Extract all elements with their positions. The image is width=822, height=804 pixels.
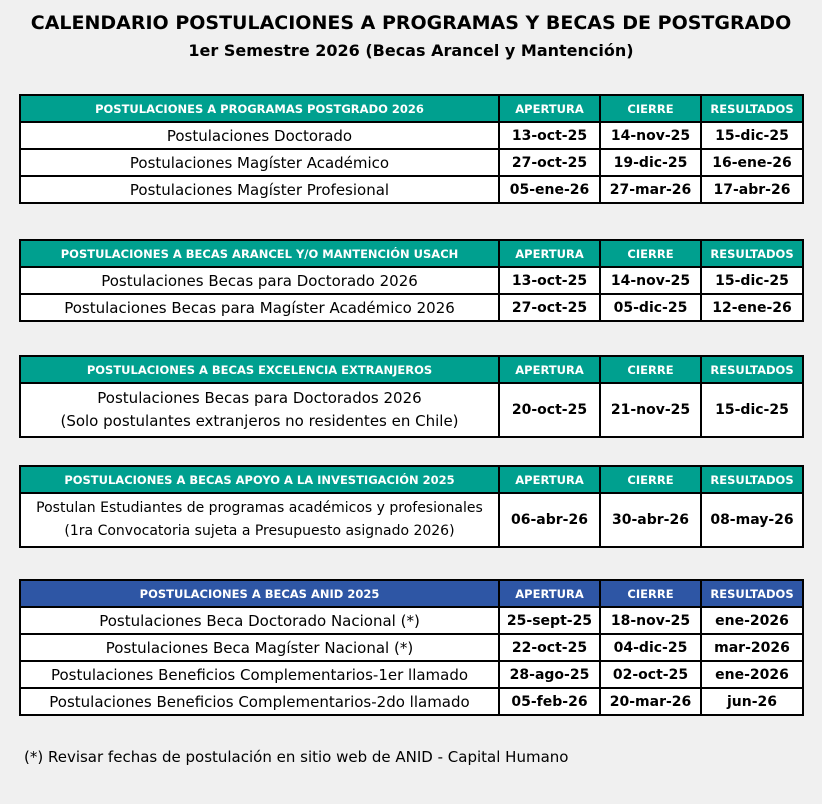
row-name-line1: Postulan Estudiantes de programas académicos y profesionales <box>36 500 483 516</box>
row-apertura: 28-ago-25 <box>499 661 600 688</box>
row-cierre: 21-nov-25 <box>600 383 701 437</box>
table-row <box>20 267 803 294</box>
row-resultados: 15-dic-25 <box>701 122 803 149</box>
header-cierre: CIERRE <box>600 466 701 493</box>
row-name: Postulaciones Beneficios Complementarios-1er llamado <box>20 661 499 688</box>
row-cierre: 27-mar-26 <box>600 176 701 203</box>
row-name <box>20 493 499 547</box>
row-name: Postulaciones Beca Doctorado Nacional (*) <box>20 607 499 634</box>
row-resultados: 15-dic-25 <box>701 383 803 437</box>
header-cierre: CIERRE <box>600 580 701 607</box>
table-row <box>20 122 803 149</box>
header-apertura: APERTURA <box>499 95 600 122</box>
row-resultados: mar-2026 <box>701 634 803 661</box>
table-header-row <box>20 240 803 267</box>
row-name: Postulaciones Magíster Profesional <box>20 176 499 203</box>
table-programas-postgrado <box>19 94 804 204</box>
row-apertura: 25-sept-25 <box>499 607 600 634</box>
row-apertura: 27-oct-25 <box>499 294 600 321</box>
header-apertura: APERTURA <box>499 580 600 607</box>
header-section-title: POSTULACIONES A BECAS ARANCEL Y/O MANTENCIÓN USACH <box>20 240 499 267</box>
table-header-row <box>20 580 803 607</box>
row-name: Postulaciones Doctorado <box>20 122 499 149</box>
table-row <box>20 149 803 176</box>
header-apertura: APERTURA <box>499 240 600 267</box>
row-resultados: 12-ene-26 <box>701 294 803 321</box>
header-resultados: RESULTADOS <box>701 240 803 267</box>
row-apertura: 06-abr-26 <box>499 493 600 547</box>
row-name-line2: (1ra Convocatoria sujeta a Presupuesto asignado 2026) <box>64 523 455 539</box>
row-resultados: 16-ene-26 <box>701 149 803 176</box>
row-apertura: 27-oct-25 <box>499 149 600 176</box>
header-cierre: CIERRE <box>600 95 701 122</box>
header-resultados: RESULTADOS <box>701 580 803 607</box>
row-apertura: 05-ene-26 <box>499 176 600 203</box>
header-section-title: POSTULACIONES A BECAS APOYO A LA INVESTIGACIÓN 2025 <box>20 466 499 493</box>
table-row <box>20 661 803 688</box>
row-name: Postulaciones Beca Magíster Nacional (*) <box>20 634 499 661</box>
table-row <box>20 688 803 715</box>
header-section-title: POSTULACIONES A PROGRAMAS POSTGRADO 2026 <box>20 95 499 122</box>
table-row <box>20 294 803 321</box>
row-cierre: 20-mar-26 <box>600 688 701 715</box>
row-cierre: 14-nov-25 <box>600 267 701 294</box>
row-cierre: 18-nov-25 <box>600 607 701 634</box>
row-apertura: 20-oct-25 <box>499 383 600 437</box>
row-name: Postulaciones Beneficios Complementarios-2do llamado <box>20 688 499 715</box>
row-cierre: 02-oct-25 <box>600 661 701 688</box>
header-cierre: CIERRE <box>600 240 701 267</box>
footnote: (*) Revisar fechas de postulación en sitio web de ANID - Capital Humano <box>24 748 569 766</box>
header-resultados: RESULTADOS <box>701 466 803 493</box>
row-apertura: 13-oct-25 <box>499 122 600 149</box>
table-header-row <box>20 95 803 122</box>
row-name-line1: Postulaciones Becas para Doctorados 2026 <box>97 389 422 407</box>
header-apertura: APERTURA <box>499 356 600 383</box>
page-subtitle: 1er Semestre 2026 (Becas Arancel y Mantención) <box>188 41 634 60</box>
table-row <box>20 493 803 547</box>
row-cierre: 30-abr-26 <box>600 493 701 547</box>
header-apertura: APERTURA <box>499 466 600 493</box>
row-resultados: 08-may-26 <box>701 493 803 547</box>
header-section-title: POSTULACIONES A BECAS ANID 2025 <box>20 580 499 607</box>
header-section-title: POSTULACIONES A BECAS EXCELENCIA EXTRANJEROS <box>20 356 499 383</box>
row-resultados: jun-26 <box>701 688 803 715</box>
table-becas-anid <box>19 579 804 716</box>
row-resultados: ene-2026 <box>701 607 803 634</box>
row-cierre: 19-dic-25 <box>600 149 701 176</box>
table-header-row <box>20 466 803 493</box>
row-cierre: 05-dic-25 <box>600 294 701 321</box>
row-name <box>20 383 499 437</box>
table-row <box>20 383 803 437</box>
row-name-line2: (Solo postulantes extranjeros no residentes en Chile) <box>60 412 459 430</box>
row-name: Postulaciones Becas para Magíster Académico 2026 <box>20 294 499 321</box>
row-apertura: 05-feb-26 <box>499 688 600 715</box>
row-resultados: 15-dic-25 <box>701 267 803 294</box>
table-row <box>20 607 803 634</box>
table-row <box>20 634 803 661</box>
row-cierre: 14-nov-25 <box>600 122 701 149</box>
table-becas-investigacion <box>19 465 804 548</box>
table-becas-arancel <box>19 239 804 322</box>
row-name: Postulaciones Becas para Doctorado 2026 <box>20 267 499 294</box>
header-resultados: RESULTADOS <box>701 95 803 122</box>
row-resultados: 17-abr-26 <box>701 176 803 203</box>
row-name: Postulaciones Magíster Académico <box>20 149 499 176</box>
header-cierre: CIERRE <box>600 356 701 383</box>
table-becas-extranjeros <box>19 355 804 438</box>
page-title: CALENDARIO POSTULACIONES A PROGRAMAS Y BECAS DE POSTGRADO <box>30 12 792 34</box>
table-header-row <box>20 356 803 383</box>
row-resultados: ene-2026 <box>701 661 803 688</box>
header-resultados: RESULTADOS <box>701 356 803 383</box>
row-apertura: 22-oct-25 <box>499 634 600 661</box>
row-apertura: 13-oct-25 <box>499 267 600 294</box>
row-cierre: 04-dic-25 <box>600 634 701 661</box>
table-row <box>20 176 803 203</box>
